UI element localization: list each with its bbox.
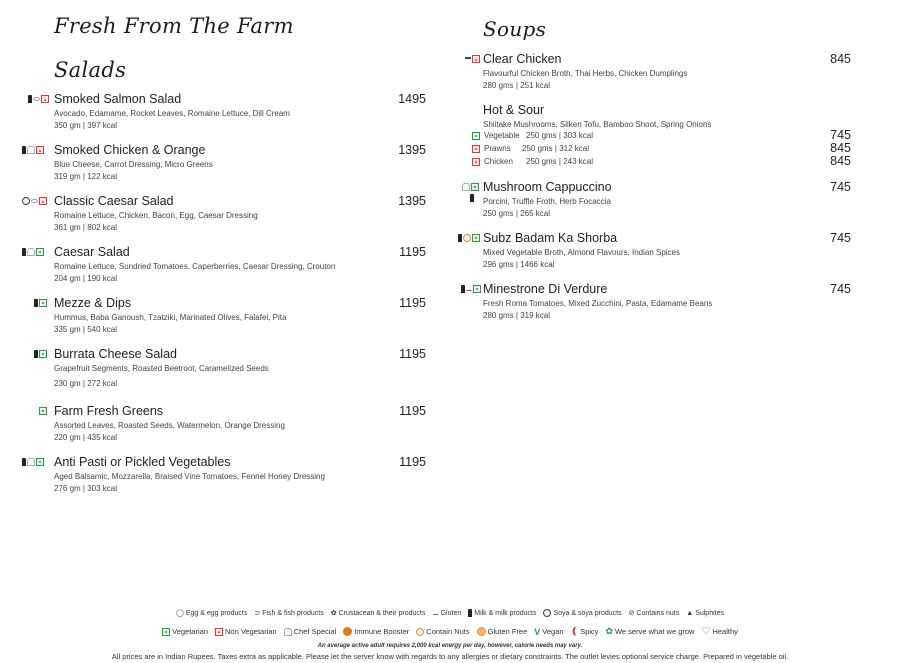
legend-vegetarian xyxy=(162,626,208,637)
chef-special-icon xyxy=(27,248,35,256)
item-description: Flavourful Chicken Broth, Thai Herbs, Chicken Dumplings xyxy=(483,69,688,78)
veg-icon xyxy=(471,183,479,191)
item-description: Porcini, Truffle Froth, Herb Focaccia xyxy=(483,197,611,206)
legend-label: Soya & soya products xyxy=(553,609,622,617)
milk-icon xyxy=(468,609,472,617)
legend-crustacean xyxy=(331,609,426,617)
item-name: Mushroom Cappuccino xyxy=(483,180,612,194)
milk-icon xyxy=(470,194,474,202)
legend-vegan xyxy=(534,626,563,637)
item-icons-secondary xyxy=(470,192,474,204)
item-name: Smoked Chicken & Orange xyxy=(54,143,206,157)
legend-label: Contain Nuts xyxy=(426,627,470,636)
legend-contain-nuts xyxy=(416,626,469,637)
item-price: 1195 xyxy=(399,296,426,310)
egg-icon: ◯ xyxy=(176,610,184,617)
variant-meta: 250 gms | 312 kcal xyxy=(522,144,590,153)
variant-name: Vegetable xyxy=(484,131,520,140)
item-price: 1195 xyxy=(399,347,426,361)
item-name: Hot & Sour xyxy=(483,103,545,117)
item-name: Mezze & Dips xyxy=(54,296,132,310)
legend-label: Vegan xyxy=(542,627,564,636)
legend-label: Crustacean & their products xyxy=(338,609,426,617)
legend-nuts xyxy=(629,609,680,617)
legend-label: Sulphites xyxy=(695,609,724,617)
legend-fish xyxy=(254,609,323,617)
item-icons xyxy=(39,405,47,417)
legend-label: Milk & milk products xyxy=(474,609,537,617)
legend-gluten xyxy=(432,609,461,617)
item-meta: 280 gms | 251 kcal xyxy=(483,81,551,90)
variant-name: Chicken xyxy=(484,157,513,166)
non-veg-icon xyxy=(39,197,47,205)
item-name: Minestrone Di Verdure xyxy=(483,282,608,296)
item-description: Shiitake Mushrooms, Silken Tofu, Bamboo Shoot, Spring Onions xyxy=(483,120,712,129)
milk-icon xyxy=(22,146,26,154)
legend-soya xyxy=(543,609,621,617)
item-name: Smoked Salmon Salad xyxy=(54,92,182,106)
legend-sulphites xyxy=(686,609,724,617)
legend-immune-booster xyxy=(343,626,409,637)
item-meta: 220 gm | 435 kcal xyxy=(54,433,118,442)
chef-special-icon xyxy=(462,183,470,191)
variant-name: Prawns xyxy=(484,144,511,153)
dietary-legend xyxy=(0,626,900,637)
milk-icon xyxy=(458,234,462,242)
nuts-icon xyxy=(463,234,471,242)
item-meta: 361 gm | 802 kcal xyxy=(54,223,118,232)
milk-icon xyxy=(22,458,26,466)
legend-spicy xyxy=(571,626,599,637)
legend-label: Healthy xyxy=(712,627,738,636)
healthy-icon: ♡ xyxy=(701,626,711,637)
nuts-icon: ⊘ xyxy=(628,610,635,617)
immune-booster-icon xyxy=(343,627,352,636)
non-veg-icon xyxy=(472,158,480,166)
item-price: 745 xyxy=(830,180,851,194)
item-icons xyxy=(22,144,44,156)
legend-egg xyxy=(176,609,247,617)
item-description: Romaine Lettuce, Sundried Tomatoes, Caperberries, Caesar Dressing, Crouton xyxy=(54,262,336,271)
item-meta: 276 gm | 303 kcal xyxy=(54,484,118,493)
gluten-icon: ⚊ xyxy=(466,286,473,293)
soups-heading: Soups xyxy=(483,17,547,41)
item-price: 1195 xyxy=(399,404,426,418)
item-icons xyxy=(22,456,44,468)
non-veg-icon xyxy=(472,145,480,153)
spicy-icon: ❪ xyxy=(570,626,579,636)
item-name: Caesar Salad xyxy=(54,245,130,259)
variant-meta: 250 gms | 303 kcal xyxy=(526,131,594,140)
grow-icon: ✿ xyxy=(605,626,613,636)
item-name: Subz Badam Ka Shorba xyxy=(483,231,618,245)
legend-label: Gluten xyxy=(440,609,462,617)
variant-meta: 250 gms | 243 kcal xyxy=(526,157,594,166)
item-name: Clear Chicken xyxy=(483,52,562,66)
item-meta: 296 gms | 1466 kcal xyxy=(483,260,555,269)
item-meta: 319 gm | 122 kcal xyxy=(54,172,118,181)
item-price: 1495 xyxy=(398,92,426,106)
crustacean-icon xyxy=(465,57,471,61)
veg-icon xyxy=(39,299,47,307)
non-veg-icon xyxy=(215,628,223,636)
legend-label: We serve what we grow xyxy=(614,627,695,636)
chef-special-icon xyxy=(284,628,292,636)
gluten-icon: ⚊ xyxy=(432,610,439,617)
item-price: 845 xyxy=(830,52,851,66)
item-meta: 280 gms | 319 kcal xyxy=(483,311,551,320)
milk-icon xyxy=(34,350,38,358)
legend-label: Non Vegetarian xyxy=(225,627,277,636)
veg-icon xyxy=(36,458,44,466)
item-price: 1395 xyxy=(398,143,426,157)
legend-label: Immune Booster xyxy=(354,627,410,636)
item-description: Mixed Vegetable Broth, Almond Flavours, Indian Spices xyxy=(483,248,680,257)
item-name: Classic Caesar Salad xyxy=(54,194,174,208)
legend-label: Gluten Free xyxy=(487,627,528,636)
item-icons xyxy=(34,348,47,360)
legend-label: Spicy xyxy=(580,627,599,636)
variant-chicken xyxy=(472,157,593,166)
fish-icon: ⊃ xyxy=(254,610,261,617)
calorie-note: An average active adult requires 2,000 kcal energy per day, however, calorie needs may vary. xyxy=(317,643,583,649)
item-icons xyxy=(22,246,44,258)
legend-healthy xyxy=(701,626,737,637)
item-icons xyxy=(28,93,49,105)
variant-vegetable xyxy=(472,131,593,140)
salads-heading: Salads xyxy=(54,58,127,82)
non-veg-icon xyxy=(36,146,44,154)
legend-chef-special xyxy=(284,626,337,637)
soya-icon xyxy=(543,609,551,617)
crustacean-icon: ✿ xyxy=(330,610,337,617)
item-name: Burrata Cheese Salad xyxy=(54,347,177,361)
legend-label: Contains nuts xyxy=(636,609,680,617)
milk-icon xyxy=(461,285,465,293)
variant-price: 745 xyxy=(830,128,851,142)
item-name: Anti Pasti or Pickled Vegetables xyxy=(54,455,231,469)
legend-label: Egg & egg products xyxy=(185,609,248,617)
item-price: 1395 xyxy=(398,194,426,208)
fish-icon xyxy=(31,199,38,203)
item-description: Blue Cheese, Carrot Dressing, Micro Greens xyxy=(54,160,213,169)
milk-icon xyxy=(34,299,38,307)
item-description: Avocado, Edamame, Rocket Leaves, Romaine Lettuce, Dill Cream xyxy=(54,109,290,118)
milk-icon xyxy=(28,95,32,103)
item-meta: 230 gm | 272 kcal xyxy=(54,379,118,388)
item-price: 1195 xyxy=(399,245,426,259)
item-name: Farm Fresh Greens xyxy=(54,404,164,418)
veg-icon xyxy=(39,407,47,415)
item-meta: 335 gm | 540 kcal xyxy=(54,325,118,334)
milk-icon xyxy=(22,248,26,256)
item-description: Hummus, Baba Ganoush, Tzatziki, Marinated Olives, Falafel, Pita xyxy=(54,313,287,322)
pricing-note: All prices are in Indian Rupees. Taxes extra as applicable. Please let the server know with regards to any allergies or dietary constraints. The outlet levies optional service charge. Prepared in vegetable oil. xyxy=(111,652,789,661)
page-title: Fresh From The Farm xyxy=(54,14,294,38)
fish-icon xyxy=(33,97,40,101)
item-price: 1195 xyxy=(399,455,426,469)
item-description: Assorted Leaves, Roasted Seeds, Watermelon, Orange Dressing xyxy=(54,421,285,430)
item-description: Aged Balsamic, Mozzarella, Braised Vine Tomatoes, Fennel Honey Dressing xyxy=(54,472,325,481)
item-description: Fresh Roma Tomatoes, Mixed Zucchini, Pasta, Edamame Beans xyxy=(483,299,713,308)
item-icons xyxy=(34,297,47,309)
item-price: 745 xyxy=(830,282,851,296)
veg-icon xyxy=(473,285,481,293)
legend-non-vegetarian xyxy=(215,626,277,637)
item-meta: 350 gm | 397 kcal xyxy=(54,121,118,130)
chef-special-icon xyxy=(27,458,35,466)
legend-label: Fish & fish products xyxy=(262,609,324,617)
veg-icon xyxy=(472,234,480,242)
legend-milk xyxy=(468,609,536,617)
legend-label: Chef Special xyxy=(293,627,337,636)
item-icons xyxy=(22,195,47,207)
item-icons xyxy=(458,232,480,244)
legend-gluten-free xyxy=(477,626,528,637)
sulphites-icon: ▲ xyxy=(686,609,694,617)
allergen-legend xyxy=(0,609,900,617)
item-meta: 204 gm | 190 kcal xyxy=(54,274,118,283)
gluten-free-icon xyxy=(477,627,486,636)
item-description: Romaine Lettuce, Chicken, Bacon, Egg, Caesar Dressing xyxy=(54,211,258,220)
veg-icon xyxy=(36,248,44,256)
item-price: 745 xyxy=(830,231,851,245)
veg-icon xyxy=(39,350,47,358)
non-veg-icon xyxy=(472,55,480,63)
variant-price: 845 xyxy=(830,141,851,155)
vegan-icon: V xyxy=(534,626,541,637)
veg-icon xyxy=(472,132,480,140)
variant-price: 845 xyxy=(830,154,851,168)
legend-label: Vegetarian xyxy=(172,627,208,636)
item-description: Grapefruit Segments, Roasted Beetroot, Caramelized Seeds xyxy=(54,364,269,373)
item-icons xyxy=(461,283,481,295)
chef-special-icon xyxy=(27,146,35,154)
variant-prawns xyxy=(472,144,589,153)
veg-icon xyxy=(162,628,170,636)
legend-grow xyxy=(605,626,694,637)
non-veg-icon xyxy=(41,95,49,103)
soya-icon xyxy=(22,197,30,205)
item-meta: 250 gms | 265 kcal xyxy=(483,209,551,218)
item-icons xyxy=(465,53,480,65)
contain-nuts-icon xyxy=(416,628,424,636)
